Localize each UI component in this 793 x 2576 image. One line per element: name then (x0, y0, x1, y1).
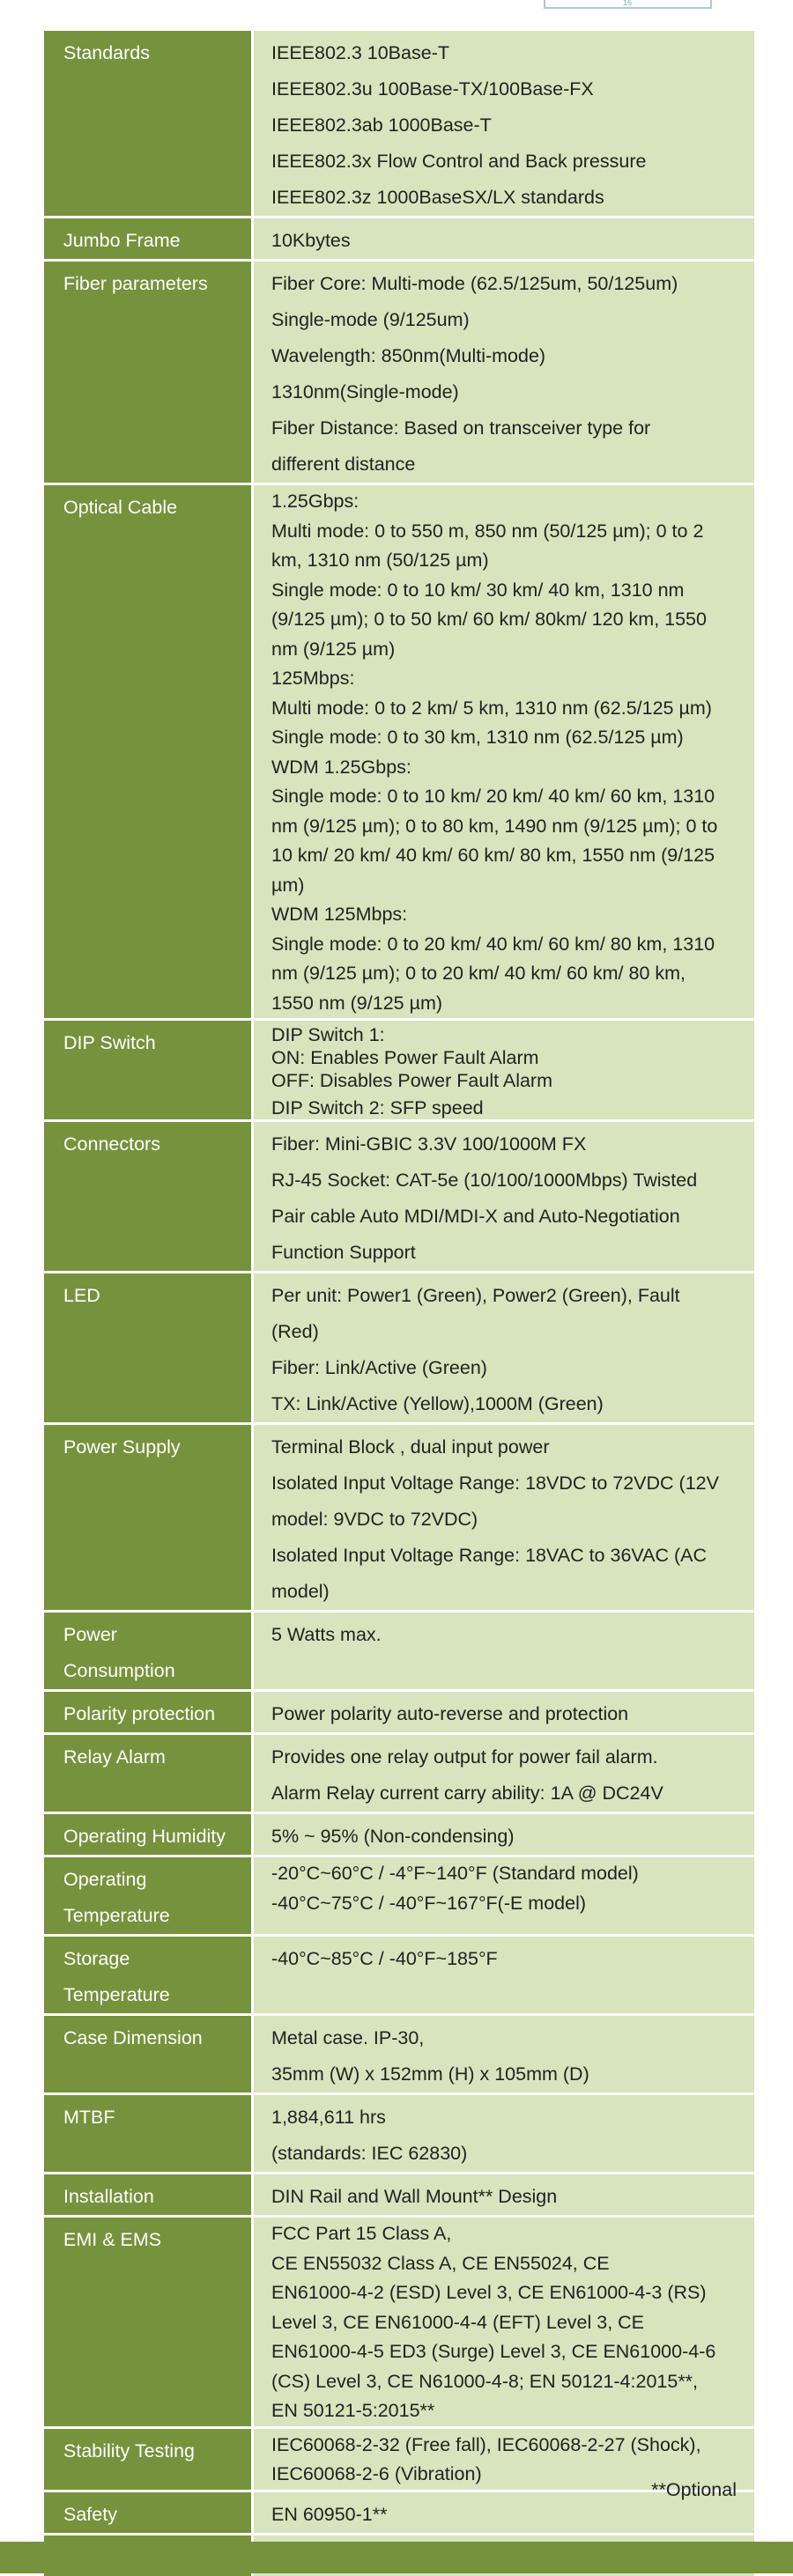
spec-value-text: nm (9/125 µm) (271, 638, 396, 660)
spec-label-text: Storage (63, 1948, 130, 1969)
spec-row (44, 2218, 754, 2426)
spec-values (254, 1735, 754, 1812)
spec-label (44, 1425, 251, 1610)
header-mark-text: 16 (623, 0, 633, 7)
spec-value-text: Isolated Input Voltage Range: 18VDC to 72VDC (12V (271, 1473, 719, 1494)
spec-value-text: WDM 125Mbps: (271, 904, 408, 925)
spec-value-text: 1310nm(Single-mode) (271, 381, 459, 402)
spec-value-text: 1550 nm (9/125 µm) (271, 992, 443, 1014)
spec-value-text: Alarm Relay current carry ability: 1A @ DC24V (271, 1783, 663, 1804)
spec-value-text: IEEE802.3z 1000BaseSX/LX standards (271, 187, 604, 208)
spec-label (44, 262, 251, 483)
header-bracket (544, 0, 712, 9)
spec-row (44, 1021, 754, 1119)
spec-value-text: km, 1310 nm (50/125 µm) (271, 550, 489, 571)
spec-label-text: Connectors (63, 1133, 160, 1155)
spec-value-text: EN 50121-5:2015** (271, 2400, 435, 2421)
spec-row (44, 1273, 754, 1422)
spec-label (44, 1021, 251, 1119)
spec-value-text: IEEE802.3 10Base-T (271, 42, 449, 63)
spec-label-text: Operating Humidity (63, 1826, 226, 1847)
spec-value-text: CE EN55032 Class A, CE EN55024, CE (271, 2252, 610, 2274)
spec-row (44, 2095, 754, 2172)
spec-value-text: IEEE802.3ab 1000Base-T (271, 114, 492, 136)
spec-label (44, 2016, 251, 2093)
spec-label-text: Operating (63, 1869, 147, 1890)
spec-label (44, 2174, 251, 2215)
spec-value-text: EN 60950-1** (271, 2503, 388, 2525)
spec-values (254, 1273, 754, 1422)
spec-label (44, 2492, 251, 2533)
spec-row (44, 2429, 754, 2490)
spec-label-text: EMI & EMS (63, 2229, 162, 2250)
spec-value-text: different distance (271, 454, 416, 475)
spec-value-text: (CS) Level 3, CE N61000-4-8; EN 50121-4:2015**, (271, 2370, 699, 2392)
spec-label (44, 1735, 251, 1812)
optional-footnote: **Optional (651, 2479, 737, 2500)
spec-row (44, 1857, 754, 1934)
spec-values (254, 485, 754, 1018)
spec-value-text: Multi mode: 0 to 2 km/ 5 km, 1310 nm (62.5/125 µm) (271, 697, 712, 719)
spec-label-text: Relay Alarm (63, 1746, 166, 1768)
spec-row (44, 1814, 754, 1855)
spec-values (254, 262, 754, 483)
spec-label (44, 485, 251, 1018)
spec-value-text: Function Support (271, 1242, 416, 1263)
spec-row (44, 1613, 754, 1689)
spec-label-text: Jumbo Frame (63, 230, 181, 251)
spec-label-text: Consumption (63, 1660, 175, 1681)
spec-row (44, 2492, 754, 2533)
spec-value-text: Fiber: Mini-GBIC 3.3V 100/1000M FX (271, 1133, 587, 1155)
spec-value-text: 10Kbytes (271, 230, 351, 251)
spec-row (44, 2016, 754, 2093)
spec-values (254, 2174, 754, 2215)
spec-values (254, 1937, 754, 2013)
spec-label-text: LED (63, 1285, 100, 1306)
spec-value-text: 1.25Gbps: (271, 491, 359, 512)
spec-value-text: model) (271, 1581, 330, 1602)
spec-label (44, 1273, 251, 1422)
spec-value-text: IEC60068-2-6 (Vibration) (271, 2463, 482, 2484)
spec-value-text: (standards: IEC 62830) (271, 2143, 468, 2164)
spec-value-text: DIP Switch 1: (271, 1024, 385, 1045)
spec-row (44, 1122, 754, 1271)
spec-label (44, 1122, 251, 1271)
spec-label-text: Power Supply (63, 1436, 181, 1458)
spec-label-text: DIP Switch (63, 1032, 156, 1053)
spec-value-text: Single mode: 0 to 10 km/ 20 km/ 40 km/ 60 km, 1310 (271, 786, 715, 807)
spec-value-text: IEC60068-2-32 (Free fall), IEC60068-2-27 (Shock), (271, 2433, 701, 2455)
specifications-table (44, 31, 754, 2576)
spec-value-text: Multi mode: 0 to 550 m, 850 nm (50/125 µm); 0 to 2 (271, 520, 704, 542)
spec-value-text: model: 9VDC to 72VDC) (271, 1509, 478, 1530)
spec-value-text: Power polarity auto-reverse and protection (271, 1703, 629, 1724)
spec-label-text: Standards (63, 42, 151, 63)
spec-value-text: Level 3, CE EN61000-4-4 (EFT) Level 3, CE (271, 2311, 645, 2333)
spec-values (254, 1692, 754, 1732)
spec-row (44, 485, 754, 1018)
spec-value-text: (Red) (271, 1321, 319, 1342)
spec-value-text: Per unit: Power1 (Green), Power2 (Green), Fault (271, 1285, 680, 1306)
spec-value-text: Wavelength: 850nm(Multi-mode) (271, 345, 546, 366)
spec-value-text: DIP Switch 2: SFP speed (271, 1097, 484, 1118)
spec-label-text: Installation (63, 2186, 154, 2207)
spec-value-text: 10 km/ 20 km/ 40 km/ 60 km/ 80 km, 1550 nm (9/125 (271, 845, 715, 866)
spec-value-text: ON: Enables Power Fault Alarm (271, 1047, 539, 1068)
spec-label (44, 31, 251, 216)
spec-value-text: EN61000-4-2 (ESD) Level 3, CE EN61000-4-3 (RS) (271, 2282, 707, 2303)
spec-row (44, 1937, 754, 2013)
spec-values (254, 1814, 754, 1855)
spec-label (44, 2429, 251, 2490)
spec-row (44, 218, 754, 259)
spec-label-text: Polarity protection (63, 1703, 216, 1724)
spec-value-text: RJ-45 Socket: CAT-5e (10/100/1000Mbps) Twisted (271, 1170, 698, 1191)
spec-values (254, 2016, 754, 2093)
spec-label (44, 1692, 251, 1732)
spec-label (44, 1613, 251, 1689)
spec-value-text: IEEE802.3u 100Base-TX/100Base-FX (271, 78, 594, 100)
spec-values (254, 1425, 754, 1610)
spec-value-text: OFF: Disables Power Fault Alarm (271, 1070, 553, 1091)
spec-label-text: Temperature (63, 1984, 170, 2005)
spec-value-text: TX: Link/Active (Yellow),1000M (Green) (271, 1393, 604, 1414)
spec-value-text: 5% ~ 95% (Non-condensing) (271, 1826, 515, 1847)
spec-value-text: µm) (271, 874, 305, 896)
spec-values (254, 2218, 754, 2426)
spec-label-text: Safety (63, 2503, 117, 2525)
spec-value-text: Fiber: Link/Active (Green) (271, 1357, 487, 1378)
spec-value-text: DIN Rail and Wall Mount** Design (271, 2186, 558, 2207)
spec-value-text: Single-mode (9/125um) (271, 309, 470, 330)
spec-value-text: 5 Watts max. (271, 1624, 382, 1645)
spec-label (44, 218, 251, 259)
spec-label (44, 1814, 251, 1855)
spec-label (44, 2218, 251, 2426)
spec-value-text: 35mm (W) x 152mm (H) x 105mm (D) (271, 2063, 589, 2085)
spec-value-text: EN61000-4-5 ED3 (Surge) Level 3, CE EN61000-4-6 (271, 2341, 716, 2362)
spec-value-text: Fiber Distance: Based on transceiver type for (271, 417, 651, 439)
spec-label (44, 1857, 251, 1934)
spec-row (44, 262, 754, 483)
spec-value-text: Provides one relay output for power fail alarm. (271, 1746, 658, 1768)
spec-value-text: nm (9/125 µm); 0 to 80 km, 1490 nm (9/125 µm); 0 to (271, 815, 718, 837)
footer-bar (0, 2542, 793, 2573)
spec-value-text: Isolated Input Voltage Range: 18VAC to 36VAC (AC (271, 1545, 708, 1566)
spec-row (44, 1735, 754, 1812)
spec-value-text: nm (9/125 µm); 0 to 20 km/ 40 km/ 60 km/ 80 km, (271, 963, 686, 984)
spec-values (254, 218, 754, 259)
spec-value-text: (9/125 µm); 0 to 50 km/ 60 km/ 80km/ 120 km, 1550 (271, 609, 707, 630)
spec-row (44, 31, 754, 216)
spec-value-text: Single mode: 0 to 20 km/ 40 km/ 60 km/ 80 km, 1310 (271, 933, 715, 955)
spec-value-text: -40°C~75°C / -40°F~167°F(-E model) (271, 1892, 587, 1914)
spec-label-text: Stability Testing (63, 2439, 195, 2462)
spec-label (44, 1937, 251, 2013)
spec-label-text: Fiber parameters (63, 273, 208, 294)
spec-label-text: Temperature (63, 1905, 170, 1926)
spec-label-text: Optical Cable (63, 497, 178, 518)
spec-label-text: Case Dimension (63, 2027, 203, 2048)
spec-value-text: Single mode: 0 to 10 km/ 30 km/ 40 km, 1310 nm (271, 579, 685, 601)
spec-value-text: -40°C~85°C / -40°F~185°F (271, 1948, 498, 1969)
spec-label (44, 2095, 251, 2172)
spec-row (44, 1692, 754, 1732)
spec-value-text: Pair cable Auto MDI/MDI-X and Auto-Negotiation (271, 1206, 680, 1227)
spec-values (254, 1021, 754, 1119)
spec-row (44, 2174, 754, 2215)
spec-values (254, 1613, 754, 1689)
spec-value-text: Metal case. IP-30, (271, 2027, 425, 2048)
spec-value-text: FCC Part 15 Class A, (271, 2223, 452, 2244)
spec-value-text: 125Mbps: (271, 668, 355, 689)
spec-values (254, 1857, 754, 1934)
spec-values (254, 1122, 754, 1271)
spec-value-text: IEEE802.3x Flow Control and Back pressure (271, 151, 647, 172)
spec-values (254, 2095, 754, 2172)
spec-value-text: Fiber Core: Multi-mode (62.5/125um, 50/125um) (271, 273, 678, 294)
spec-value-text: 1,884,611 hrs (271, 2107, 386, 2128)
spec-value-text: -20°C~60°C / -4°F~140°F (Standard model) (271, 1863, 639, 1884)
spec-values (254, 31, 754, 216)
spec-value-text: Terminal Block , dual input power (271, 1436, 550, 1458)
spec-value-text: Single mode: 0 to 30 km, 1310 nm (62.5/125 µm) (271, 727, 684, 748)
spec-row (44, 1425, 754, 1610)
spec-value-text: WDM 1.25Gbps: (271, 756, 411, 778)
spec-label-text: MTBF (63, 2107, 115, 2128)
spec-label-text: Power (63, 1624, 117, 1645)
